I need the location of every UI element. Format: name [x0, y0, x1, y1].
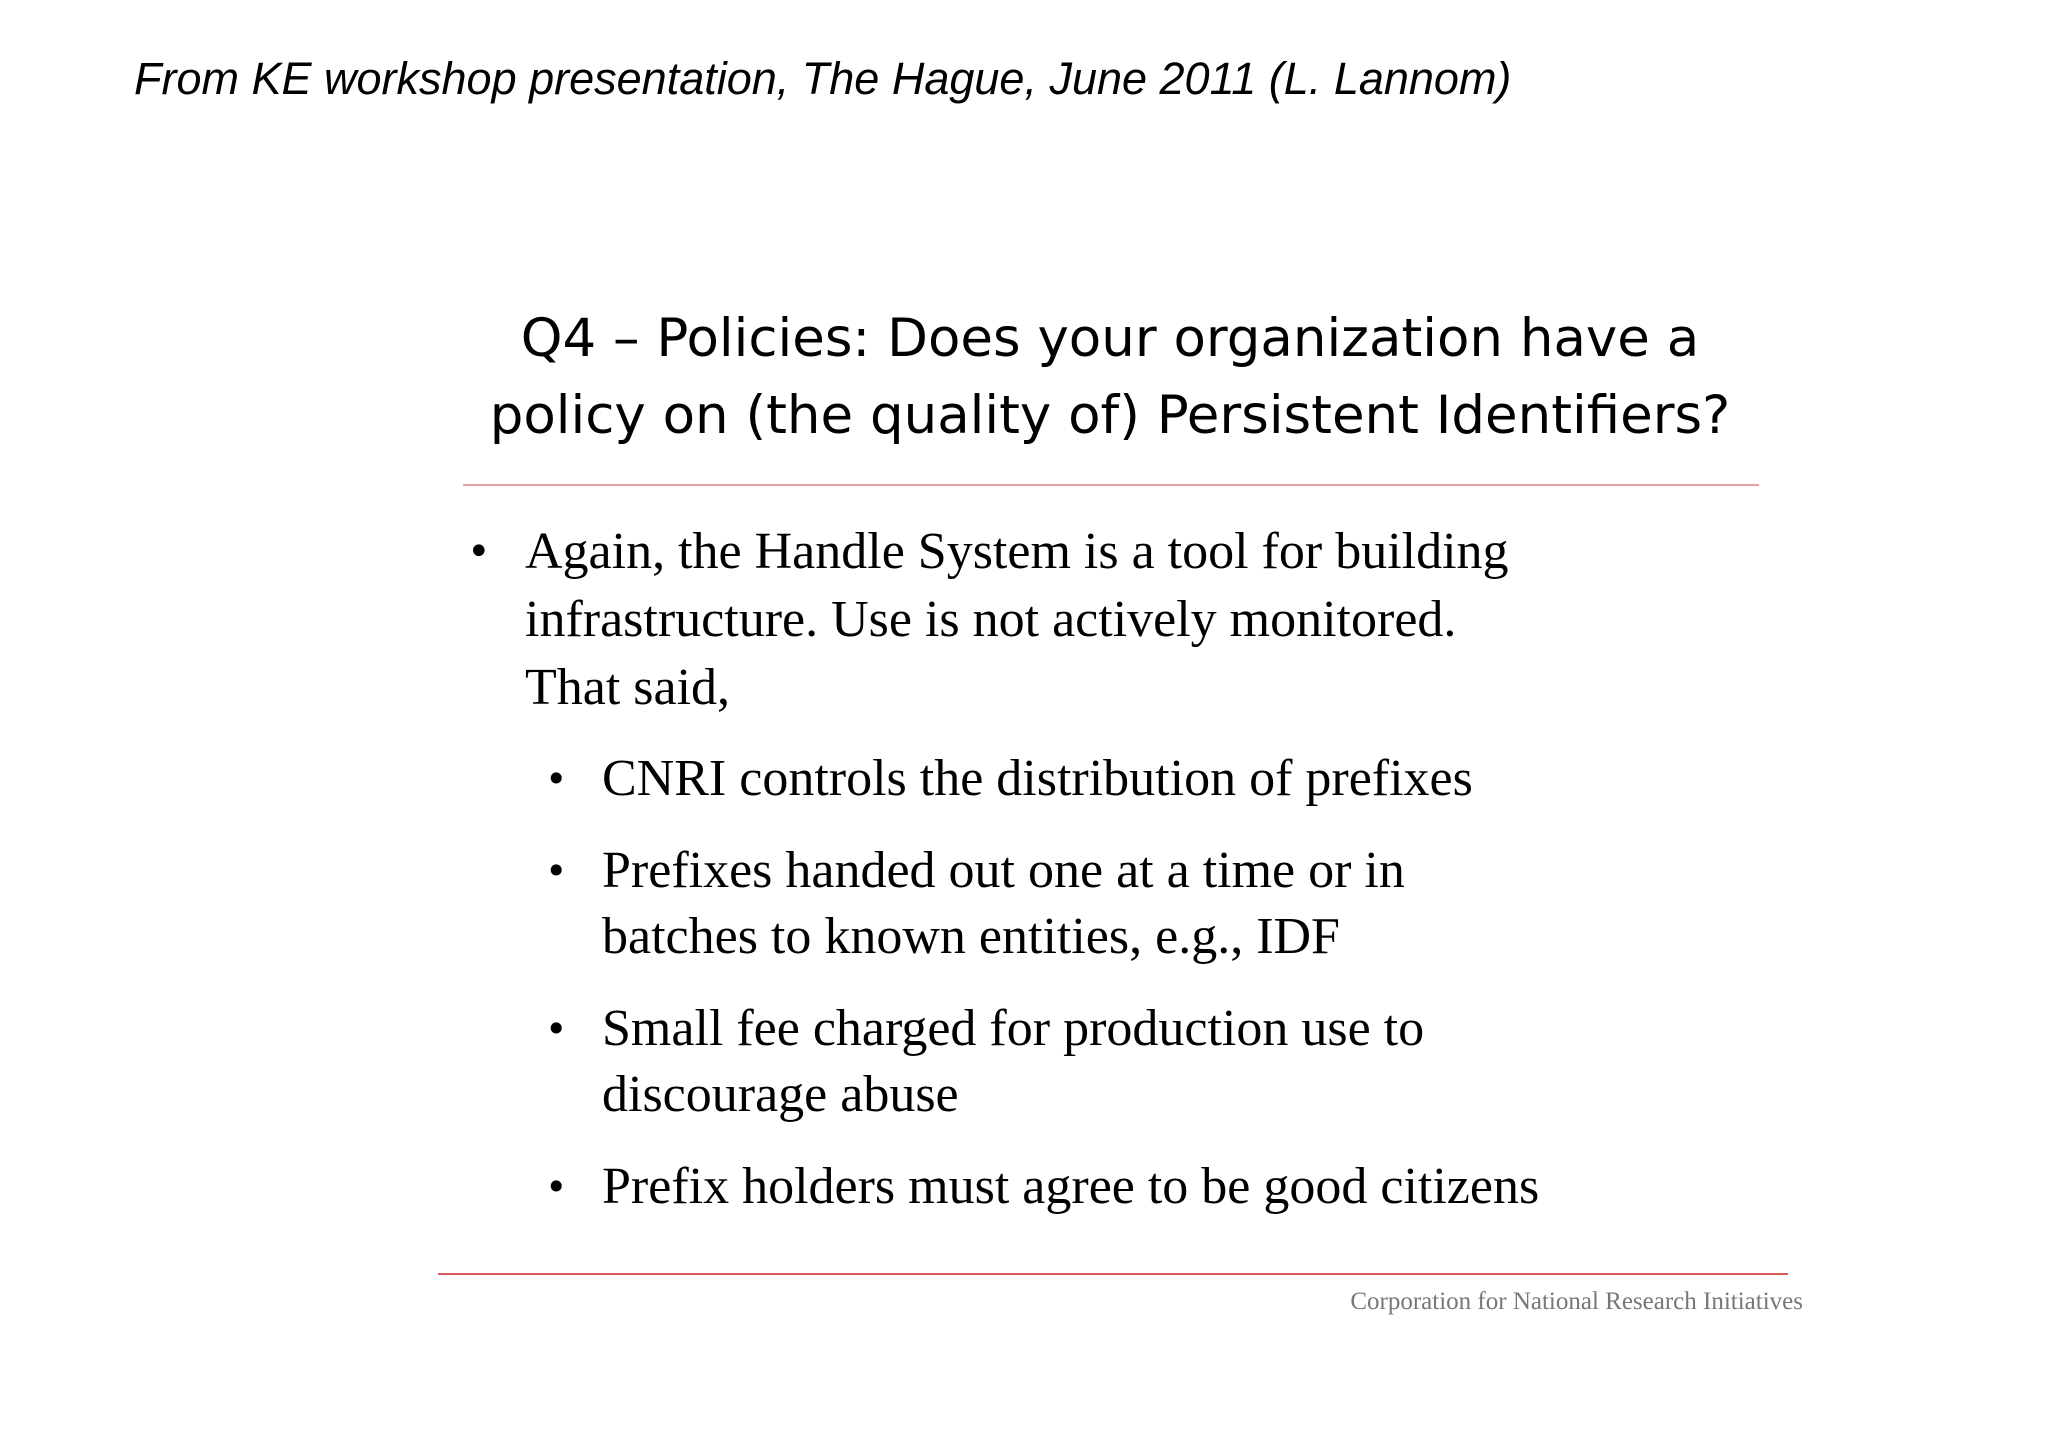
sub-bullet: [542, 746, 1785, 812]
sub-bullet-line: Prefix holders must agree to be good citizens: [602, 1158, 1540, 1215]
slide-title: [460, 300, 1760, 454]
footer-divider: [438, 1273, 1788, 1275]
main-bullet: [465, 518, 1785, 722]
bullet-dot: •: [467, 529, 491, 575]
sub-bullet-list: [465, 746, 1785, 1220]
sub-bullet-line: discourage abuse: [602, 1066, 959, 1123]
slide-title-line: Q4 – Policies: Does your organization have a: [520, 308, 1700, 369]
sub-bullet-line: Prefixes handed out one at a time or in: [602, 842, 1405, 899]
main-bullet-line: infrastructure. Use is not actively monitored.: [525, 591, 1457, 648]
sub-bullet-line: batches to known entities, e.g., IDF: [602, 908, 1340, 965]
main-bullet-line: Again, the Handle System is a tool for building: [525, 523, 1509, 580]
sub-bullet: [542, 1154, 1785, 1220]
main-bullet-text: [525, 518, 1785, 722]
bullet-dot: •: [545, 1165, 568, 1209]
slide-title-line: policy on (the quality of) Persistent Identifiers?: [489, 385, 1731, 446]
bullet-dot: •: [545, 757, 568, 801]
bullet-dot: •: [545, 849, 568, 893]
main-bullet-line: That said,: [525, 659, 731, 716]
sub-bullet-line: CNRI controls the distribution of prefixes: [602, 750, 1473, 807]
slide-footer: Corporation for National Research Initiatives: [1350, 1288, 1803, 1315]
sub-bullet: [542, 996, 1785, 1128]
slide-caption: From KE workshop presentation, The Hague, June 2011 (L. Lannom): [134, 53, 1512, 104]
title-divider: [463, 484, 1759, 486]
sub-bullet-line: Small fee charged for production use to: [602, 1000, 1425, 1057]
bullet-dot: •: [545, 1007, 568, 1051]
bullet-list: [465, 518, 1785, 1246]
sub-bullet: [542, 838, 1785, 970]
